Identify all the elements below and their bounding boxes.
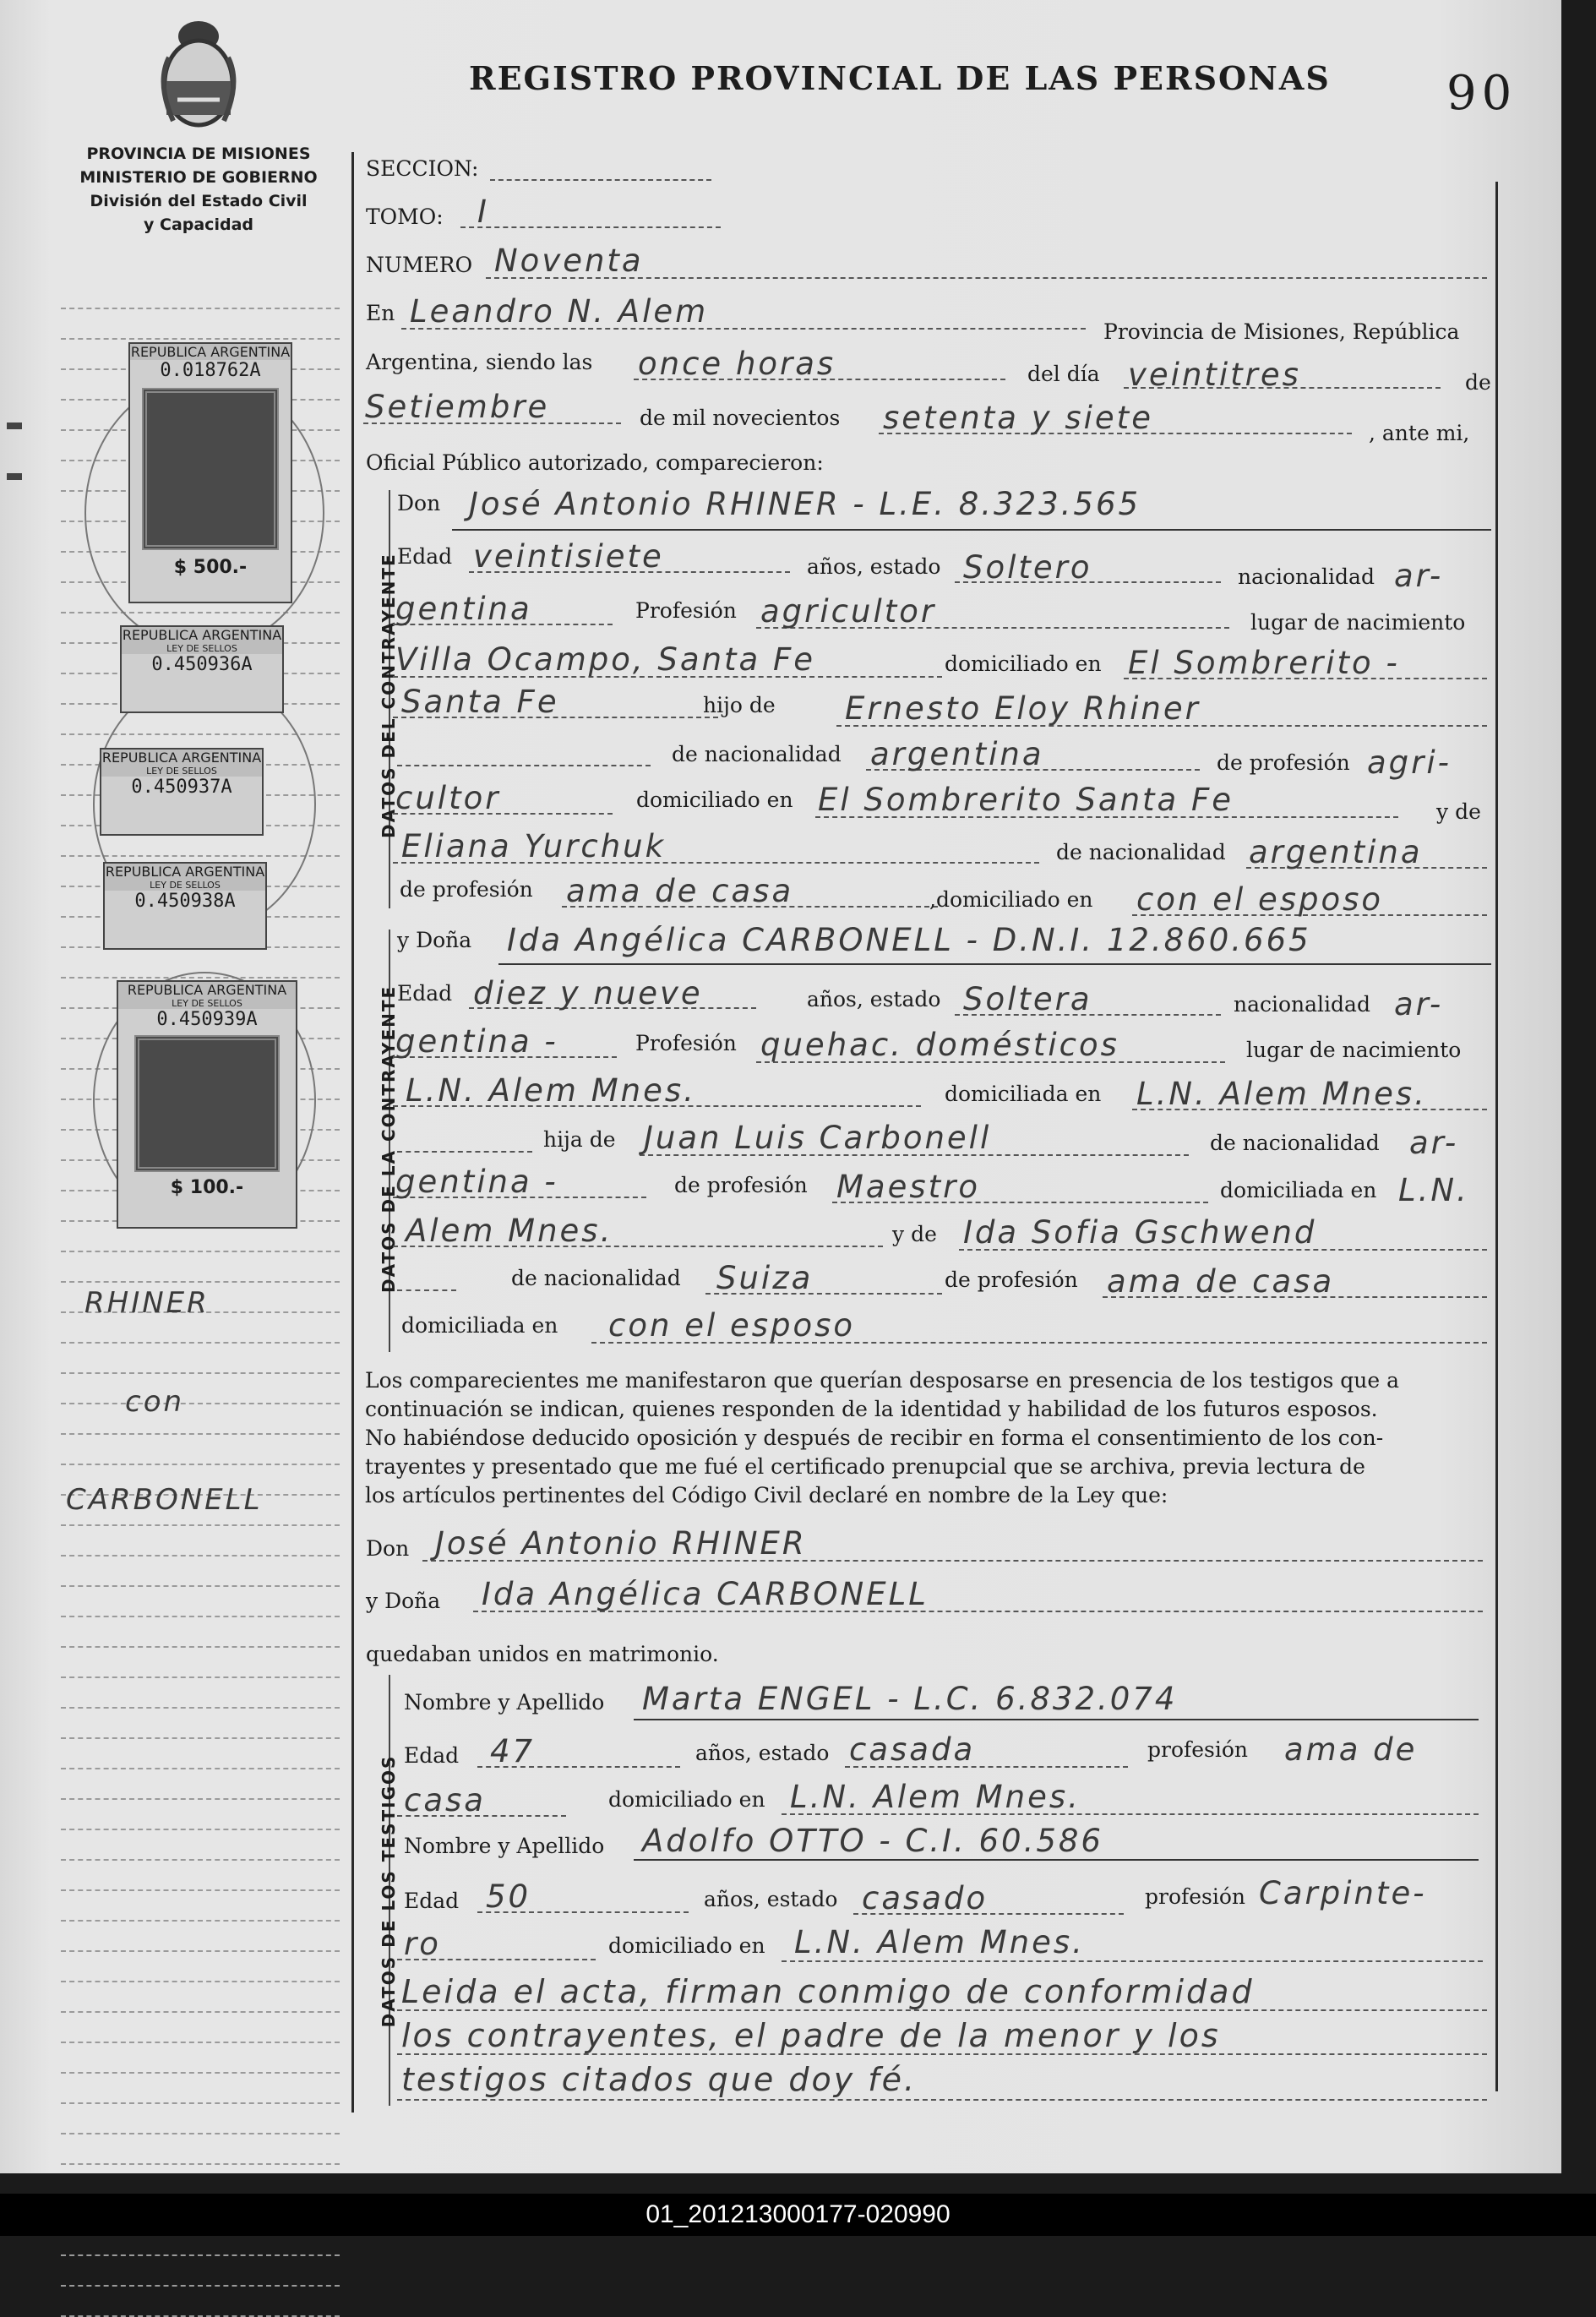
testigo2-domicilio-line xyxy=(782,1960,1483,1962)
witness1-age: 47 xyxy=(490,1733,536,1769)
office-line: MINISTERIO DE GOBIERNO xyxy=(79,168,318,187)
paragraph-line: Los comparecientes me manifestaron que querían desposarse en presencia de los testigos que a xyxy=(365,1368,1399,1393)
tomo-value: I xyxy=(477,194,489,230)
profesion-label: profesión xyxy=(1147,1737,1249,1762)
bride-nacionalidad-b: gentina - xyxy=(395,1023,558,1060)
witness2-name: Adolfo OTTO - C.I. 60.586 xyxy=(642,1823,1103,1859)
stamp-value: $ 500.- xyxy=(173,557,248,578)
testigo2-nombre-line xyxy=(634,1859,1479,1861)
tomo-label: TOMO: xyxy=(366,204,444,229)
bride-name: Ida Angélica CARBONELL - D.N.I. 12.860.665 xyxy=(507,922,1311,958)
de-profesion-label: de profesión xyxy=(674,1173,808,1197)
de-label: de xyxy=(1465,370,1491,395)
anio-value: setenta y siete xyxy=(883,400,1153,436)
groom-mother: Eliana Yurchuk xyxy=(401,828,667,864)
witness1-name: Marta ENGEL - L.C. 6.832.074 xyxy=(642,1681,1178,1717)
tomo-line xyxy=(460,226,721,228)
file-id-footer: 01_201213000177-020990 xyxy=(0,2194,1596,2236)
dona-label: y Doña xyxy=(397,928,472,952)
de-nacionalidad-label: de nacionalidad xyxy=(672,742,842,766)
stamp-header: REPUBLICA ARGENTINA xyxy=(101,750,262,766)
testigo1-nombre-line xyxy=(634,1719,1479,1720)
office-line: PROVINCIA DE MISIONES xyxy=(86,144,311,163)
witness2-domicilio: L.N. Alem Mnes. xyxy=(794,1924,1085,1960)
nacionalidad-label: nacionalidad xyxy=(1238,564,1375,589)
de-profesion-label: de profesión xyxy=(945,1268,1078,1292)
margin-name-bride: CARBONELL xyxy=(66,1483,263,1517)
domiciliada-label: domiciliada en xyxy=(945,1082,1102,1106)
declared-groom: José Antonio RHINER xyxy=(435,1525,807,1562)
dia-value: veintitres xyxy=(1128,357,1301,393)
bride-lugar-nacimiento: L.N. Alem Mnes. xyxy=(406,1072,696,1109)
binding-mark xyxy=(7,423,22,429)
bride-estado: Soltera xyxy=(963,981,1092,1017)
edad-label: Edad xyxy=(404,1889,460,1913)
closing-line: los contrayentes, el padre de la menor y los xyxy=(401,2017,1221,2054)
domiciliado-label: domiciliado en xyxy=(945,651,1102,676)
bride-nacionalidad-a: ar- xyxy=(1394,986,1444,1022)
left-frame-line xyxy=(351,152,354,2113)
don-label: Don xyxy=(366,1536,410,1561)
de-nacionalidad-label: de nacionalidad xyxy=(511,1266,681,1290)
stamp-subheader: LEY DE SELLOS xyxy=(118,998,296,1009)
groom-father-profesion-a: agri- xyxy=(1367,744,1452,781)
paragraph-line: No habiéndose deducido oposición y después de recibir en forma el consentimiento de los con- xyxy=(365,1426,1384,1450)
stamp-emblem xyxy=(142,388,279,550)
blank-line xyxy=(397,765,651,766)
witness2-profesion-a: Carpinte- xyxy=(1259,1875,1427,1911)
bride-mother-domicilio: con el esposo xyxy=(608,1307,856,1344)
cierre-line xyxy=(397,2099,1487,2101)
groom-nacionalidad-a: ar- xyxy=(1394,558,1444,594)
declared-bride: Ida Angélica CARBONELL xyxy=(482,1576,929,1612)
revenue-stamp xyxy=(117,980,297,1229)
argentina-text: Argentina, siendo las xyxy=(366,350,593,374)
de-profesion-label: de profesión xyxy=(1217,750,1350,775)
groom-estado: Soltero xyxy=(963,549,1092,586)
numero-value: Noventa xyxy=(494,243,644,279)
right-frame-line xyxy=(1495,182,1498,2091)
stamp-serial: 0.450939A xyxy=(156,1009,258,1030)
bride-father-domicilio-b: Alem Mnes. xyxy=(406,1213,613,1249)
dona-line xyxy=(498,963,1491,965)
bride-father-nacionalidad-b: gentina - xyxy=(395,1164,558,1200)
revenue-stamp xyxy=(128,342,292,603)
revenue-stamp xyxy=(103,862,267,950)
profesion-label: profesión xyxy=(1145,1884,1246,1909)
paragraph-line: continuación se indican, quienes responden de la identidad y habilidad de los futuros esposos. xyxy=(365,1397,1378,1421)
groom-father-domicilio: El Sombrerito Santa Fe xyxy=(818,782,1234,818)
nacionalidad-label: nacionalidad xyxy=(1234,992,1370,1017)
de-profesion-label: de profesión xyxy=(400,877,533,902)
stamp-header: REPUBLICA ARGENTINA xyxy=(105,864,265,880)
domiciliado-label: ,domiciliado en xyxy=(929,887,1093,912)
don-label: Don xyxy=(397,491,441,515)
groom-nacionalidad-b: gentina xyxy=(395,591,532,627)
bride-profesion: quehac. domésticos xyxy=(760,1027,1119,1063)
stamp-serial: 0.450938A xyxy=(134,891,236,912)
closing-line: testigos citados que doy fé. xyxy=(401,2061,918,2098)
stamp-subheader: LEY DE SELLOS xyxy=(122,643,282,654)
bride-domicilio: L.N. Alem Mnes. xyxy=(1136,1076,1427,1112)
del-dia-label: del día xyxy=(1027,362,1100,386)
stamp-header: REPUBLICA ARGENTINA xyxy=(122,627,282,643)
domiciliado-label: domiciliado en xyxy=(636,788,793,812)
domiciliado-label: domiciliado en xyxy=(608,1787,765,1812)
y-de-label: y de xyxy=(892,1222,937,1246)
anos-estado-label: años, estado xyxy=(704,1887,838,1911)
don-line xyxy=(452,529,1491,531)
witness2-estado: casado xyxy=(862,1880,989,1916)
anos-estado-label: años, estado xyxy=(807,987,941,1011)
closing-line: Leida el acta, firman conmigo de conformidad xyxy=(401,1973,1255,2010)
bride-father-domicilio-a: L.N. xyxy=(1398,1172,1469,1208)
groom-father-nacionalidad: argentina xyxy=(870,736,1044,772)
de-mil-label: de mil novecientos xyxy=(640,406,841,430)
ante-mi-label: , ante mi, xyxy=(1369,421,1470,445)
page-number: 90 xyxy=(1446,66,1517,121)
groom-domicilio-a: El Sombrerito - xyxy=(1128,645,1400,681)
margin-name-connector: con xyxy=(125,1385,185,1419)
domiciliada-label: domiciliada en xyxy=(1220,1178,1377,1202)
profesion-label: Profesión xyxy=(635,598,737,623)
groom-mother-profesion: ama de casa xyxy=(566,873,794,909)
provincia-text: Provincia de Misiones, República xyxy=(1103,319,1460,344)
witness1-profesion-a: ama de xyxy=(1284,1731,1418,1768)
groom-father: Ernesto Eloy Rhiner xyxy=(845,690,1201,727)
revenue-stamp xyxy=(100,748,264,836)
bride-mother: Ida Sofia Gschwend xyxy=(963,1214,1317,1251)
edad-label: Edad xyxy=(404,1743,460,1768)
coat-of-arms-icon xyxy=(152,7,245,134)
stamp-serial: 0.018762A xyxy=(160,360,261,381)
numero-label: NUMERO xyxy=(366,253,473,277)
mes-value: Setiembre xyxy=(365,389,550,425)
horas-value: once horas xyxy=(638,346,836,382)
stamp-value: $ 100.- xyxy=(170,1177,244,1198)
seccion-line xyxy=(490,179,711,181)
revenue-stamp xyxy=(120,625,284,713)
groom-profesion: agricultor xyxy=(760,593,937,630)
domiciliada-label: domiciliada en xyxy=(401,1313,558,1338)
paragraph-line: los artículos pertinentes del Código Civil declaré en nombre de la Ley que: xyxy=(365,1483,1168,1507)
binding-mark xyxy=(7,473,22,480)
edad-label: Edad xyxy=(397,544,453,569)
office-header xyxy=(51,142,346,237)
stamp-subheader: LEY DE SELLOS xyxy=(105,880,265,891)
oficial-text: Oficial Público autorizado, comparecieron: xyxy=(366,450,824,475)
stamp-serial: 0.450937A xyxy=(131,777,232,798)
witness1-estado: casada xyxy=(849,1731,976,1768)
stamp-serial: 0.450936A xyxy=(151,654,253,675)
de-nacionalidad-label: de nacionalidad xyxy=(1210,1131,1380,1155)
paragraph-line: trayentes y presentado que me fué el certificado prenupcial que se archiva, previa lectura de xyxy=(365,1454,1365,1479)
witness1-domicilio: L.N. Alem Mnes. xyxy=(790,1779,1081,1815)
anos-estado-label: años, estado xyxy=(695,1741,830,1765)
groom-lugar-nacimiento: Villa Ocampo, Santa Fe xyxy=(395,641,816,678)
groom-father-profesion-b: cultor xyxy=(395,780,501,816)
office-line: y Capacidad xyxy=(144,215,253,234)
bride-father-nacionalidad-a: ar- xyxy=(1409,1125,1459,1161)
section-label-contrayente: DATOS DEL CONTRAYENTE xyxy=(379,553,399,838)
blank-line xyxy=(397,1289,456,1291)
groom-mother-nacionalidad: argentina xyxy=(1249,834,1423,870)
office-line: División del Estado Civil xyxy=(90,192,308,210)
groom-domicilio-b: Santa Fe xyxy=(401,684,559,720)
page-title: REGISTRO PROVINCIAL DE LAS PERSONAS xyxy=(469,59,1331,97)
bride-mother-nacionalidad: Suiza xyxy=(716,1260,814,1296)
section-label-contrayente-f: DATOS DE LA CONTRAYENTE xyxy=(379,984,399,1293)
witness2-age: 50 xyxy=(486,1878,531,1915)
stamp-subheader: LEY DE SELLOS xyxy=(101,766,262,777)
hija-de-label: hija de xyxy=(543,1127,616,1152)
bride-father-profesion: Maestro xyxy=(836,1169,980,1205)
seccion-label: SECCION: xyxy=(366,156,479,181)
groom-mother-domicilio: con el esposo xyxy=(1136,881,1384,918)
declaration-paragraph xyxy=(365,1366,1489,1510)
profesion-label: Profesión xyxy=(635,1031,737,1055)
groom-name: José Antonio RHINER - L.E. 8.323.565 xyxy=(469,486,1141,522)
domiciliado-label: domiciliado en xyxy=(608,1933,765,1958)
lugar-nacimiento-label: lugar de nacimiento xyxy=(1250,610,1466,635)
edad-label: Edad xyxy=(397,981,453,1006)
nombre-apellido-label: Nombre y Apellido xyxy=(404,1834,605,1858)
dona-label: y Doña xyxy=(366,1589,441,1613)
quedaban-text: quedaban unidos en matrimonio. xyxy=(366,1642,719,1666)
bride-mother-profesion: ama de casa xyxy=(1107,1263,1335,1300)
bride-age: diez y nueve xyxy=(473,975,703,1011)
bride-father: Juan Luis Carbonell xyxy=(644,1120,992,1156)
stamp-emblem xyxy=(134,1035,280,1172)
hijo-de-label: hijo de xyxy=(703,693,776,717)
blank-line xyxy=(397,1151,532,1153)
anos-estado-label: años, estado xyxy=(807,554,941,579)
lugar-nacimiento-label: lugar de nacimiento xyxy=(1246,1038,1462,1062)
en-label: En xyxy=(366,301,395,325)
section-label-testigos: DATOS DE LOS TESTIGOS xyxy=(379,1754,399,2028)
witness1-profesion-b: casa xyxy=(404,1782,486,1818)
de-nacionalidad-label: de nacionalidad xyxy=(1056,840,1226,864)
nombre-apellido-label: Nombre y Apellido xyxy=(404,1690,605,1715)
witness2-profesion-b: ro xyxy=(404,1926,441,1962)
groom-age: veintisiete xyxy=(473,538,664,575)
stamp-header: REPUBLICA ARGENTINA xyxy=(130,344,291,360)
y-de-label: y de xyxy=(1436,799,1481,824)
en-value: Leandro N. Alem xyxy=(410,293,709,330)
stamp-header: REPUBLICA ARGENTINA xyxy=(118,982,296,998)
margin-name-groom: RHINER xyxy=(84,1286,210,1320)
